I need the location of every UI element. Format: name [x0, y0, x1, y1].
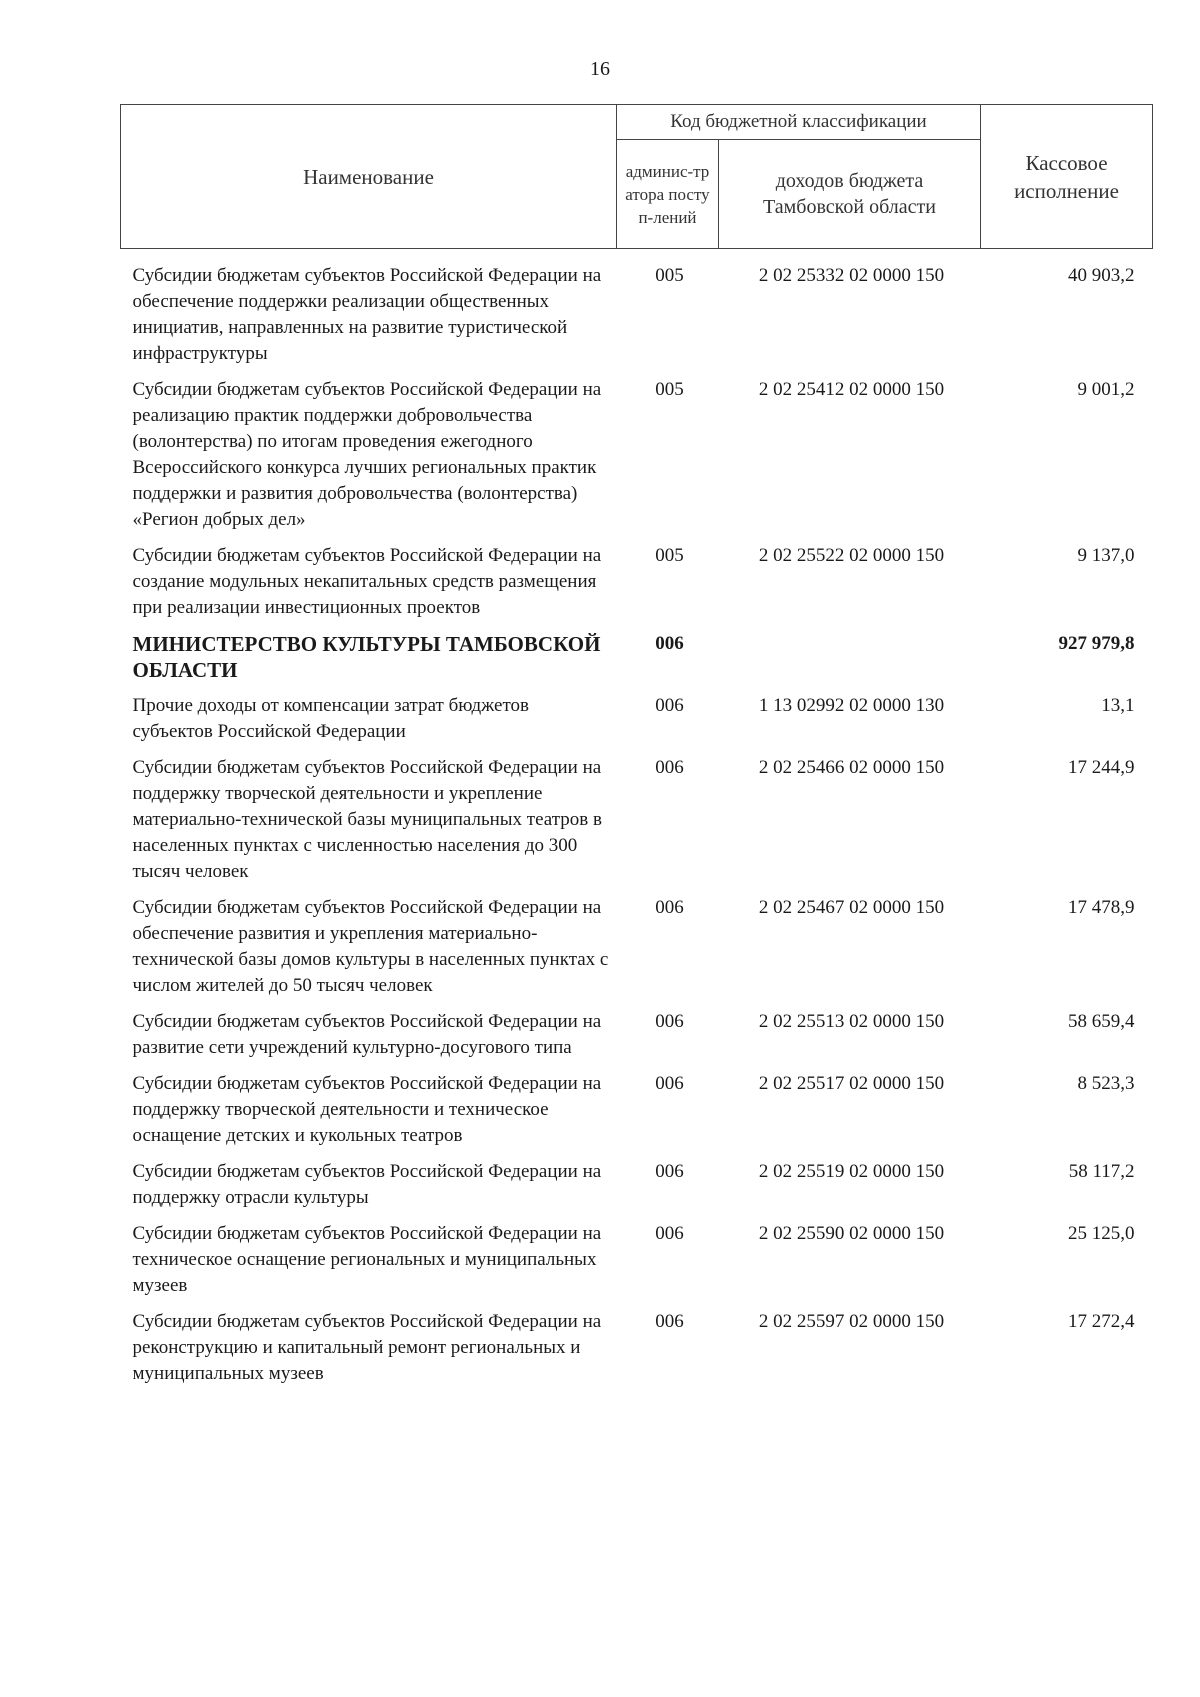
- row-name: Субсидии бюджетам субъектов Российской Федерации на обеспечение развития и укрепления материально-технической базы домов культуры в населенных пунктах с числом жителей до 50 тысяч человек: [132, 897, 609, 996]
- row-amount: 25 125,0: [1068, 1223, 1135, 1244]
- page-number: 16: [590, 58, 610, 80]
- row-admin-code: 006: [655, 1311, 684, 1332]
- row-amount: 58 117,2: [1068, 1161, 1135, 1182]
- table-row: [121, 537, 1153, 625]
- row-income-code: 2 02 25517 02 0000 150: [758, 1073, 945, 1094]
- row-income-code: [719, 625, 981, 687]
- table-row: [121, 625, 1153, 687]
- row-name: Субсидии бюджетам субъектов Российской Федерации на обеспечение поддержки реализации общественных инициатив, направленных на развитие туристической инфраструктуры: [132, 265, 602, 364]
- table-header: [121, 105, 1153, 249]
- table-row: [121, 371, 1153, 537]
- row-income-code: 1 13 02992 02 0000 130: [758, 695, 945, 716]
- row-admin-code: 005: [655, 545, 684, 566]
- table-body: [121, 249, 1153, 1392]
- row-income-code: 2 02 25513 02 0000 150: [758, 1011, 945, 1032]
- row-admin-code: 005: [655, 265, 684, 286]
- row-name: Субсидии бюджетам субъектов Российской Федерации на поддержку творческой деятельности и укрепление материально-технической базы муниципальных театров в населенных пунктах с численностью населения до 300 тысяч человек: [132, 757, 602, 882]
- row-admin-code: 006: [655, 1161, 684, 1182]
- row-name: Прочие доходы от компенсации затрат бюджетов субъектов Российской Федерации: [132, 695, 529, 742]
- header-execution-text: Кассовое исполнение: [1014, 150, 1119, 203]
- table-row: [121, 889, 1153, 1003]
- row-income-code: 2 02 25466 02 0000 150: [758, 757, 945, 778]
- row-amount: 8 523,3: [1077, 1073, 1135, 1094]
- row-name: Субсидии бюджетам субъектов Российской Федерации на реализацию практик поддержки добровольчества (волонтерства) по итогам проведения ежегодного Всероссийского конкурса лучших региональных практик поддержки и развития добровольчества (волонтерства) «Регион добрых дел»: [132, 379, 602, 530]
- header-execution: [981, 105, 1153, 249]
- table-row: [121, 1303, 1153, 1391]
- header-code-group: Код бюджетной классификации: [617, 105, 981, 140]
- row-income-code: 2 02 25332 02 0000 150: [758, 265, 945, 286]
- row-name: Субсидии бюджетам субъектов Российской Федерации на развитие сети учреждений культурно-досугового типа: [132, 1011, 602, 1058]
- row-admin-code: 006: [655, 1223, 684, 1244]
- row-amount: 17 478,9: [1068, 897, 1135, 918]
- row-amount: 40 903,2: [1068, 265, 1135, 286]
- row-admin-code: 006: [655, 757, 684, 778]
- row-income-code: 2 02 25597 02 0000 150: [758, 1311, 945, 1332]
- table-row: [121, 687, 1153, 749]
- header-income-code-text: доходов бюджета Тамбовской области: [763, 170, 936, 218]
- row-admin-code: 006: [655, 897, 684, 918]
- row-name: Субсидии бюджетам субъектов Российской Федерации на поддержку творческой деятельности и техническое оснащение детских и кукольных театров: [132, 1073, 602, 1146]
- row-income-code: 2 02 25412 02 0000 150: [758, 379, 945, 400]
- row-amount: 9 137,0: [1077, 545, 1135, 566]
- row-amount: 17 272,4: [1068, 1311, 1135, 1332]
- row-amount: 13,1: [1101, 695, 1135, 716]
- table-row: [121, 1215, 1153, 1303]
- row-name: Субсидии бюджетам субъектов Российской Федерации на реконструкцию и капитальный ремонт региональных и муниципальных музеев: [132, 1311, 602, 1384]
- row-amount: 58 659,4: [1068, 1011, 1135, 1032]
- row-admin-code: 006: [655, 695, 684, 716]
- header-name: Наименование: [121, 105, 617, 249]
- table-row: [121, 749, 1153, 889]
- row-name: Субсидии бюджетам субъектов Российской Федерации на техническое оснащение региональных и муниципальных музеев: [132, 1223, 602, 1296]
- row-amount: 9 001,2: [1077, 379, 1135, 400]
- row-name: МИНИСТЕРСТВО КУЛЬТУРЫ ТАМБОВСКОЙ ОБЛАСТИ: [132, 632, 601, 682]
- row-name: Субсидии бюджетам субъектов Российской Федерации на поддержку отрасли культуры: [132, 1161, 602, 1208]
- header-administrator-text: админис-тратора поступ-лений: [625, 161, 710, 227]
- row-income-code: 2 02 25467 02 0000 150: [758, 897, 945, 918]
- table-row: [121, 1153, 1153, 1215]
- row-income-code: 2 02 25519 02 0000 150: [758, 1161, 945, 1182]
- row-admin-code: 006: [655, 1011, 684, 1032]
- row-amount: 17 244,9: [1068, 757, 1135, 778]
- row-amount: 927 979,8: [1058, 633, 1135, 654]
- header-income-code: [719, 140, 981, 249]
- row-admin-code: 006: [655, 1073, 684, 1094]
- budget-table: [120, 104, 1153, 1391]
- row-name: Субсидии бюджетам субъектов Российской Федерации на создание модульных некапитальных средств размещения при реализации инвестиционных проектов: [132, 545, 602, 618]
- row-admin-code: 005: [655, 379, 684, 400]
- row-income-code: 2 02 25522 02 0000 150: [758, 545, 945, 566]
- table-row: [121, 1003, 1153, 1065]
- row-income-code: 2 02 25590 02 0000 150: [758, 1223, 945, 1244]
- header-administrator: [617, 140, 719, 249]
- table-row: [121, 249, 1153, 372]
- row-admin-code: 006: [655, 633, 684, 654]
- table-row: [121, 1065, 1153, 1153]
